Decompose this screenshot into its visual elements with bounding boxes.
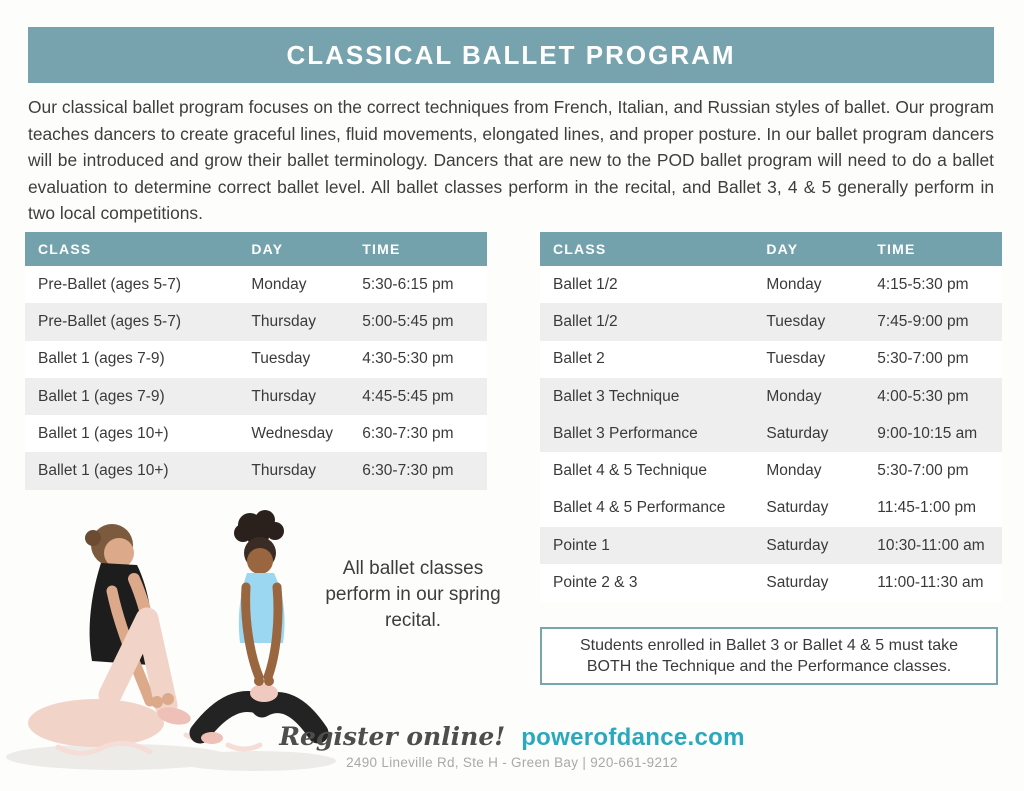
class-cell: Ballet 3 Technique <box>553 387 680 405</box>
day-cell: Monday <box>766 275 822 293</box>
time-cell: 10:30-11:00 am <box>877 536 985 554</box>
class-cell: Pointe 2 & 3 <box>553 574 638 592</box>
column-header-day: DAY <box>766 241 799 257</box>
note-box <box>540 627 998 685</box>
class-cell: Ballet 1 (ages 10+) <box>38 462 169 480</box>
class-cell: Pre-Ballet (ages 5-7) <box>38 275 182 293</box>
day-cell: Thursday <box>251 462 316 480</box>
table-row <box>540 527 1002 564</box>
table-row <box>540 415 1002 452</box>
time-cell: 11:00-11:30 am <box>877 574 984 592</box>
time-cell: 5:30-6:15 pm <box>362 275 454 293</box>
table-header-row <box>25 232 487 266</box>
day-cell: Tuesday <box>251 350 311 368</box>
day-cell: Thursday <box>251 387 316 405</box>
table-row <box>540 564 1002 601</box>
time-cell: 4:15-5:30 pm <box>877 275 969 293</box>
table-row <box>25 341 487 378</box>
class-cell: Ballet 2 <box>553 350 605 368</box>
time-cell: 5:30-7:00 pm <box>877 462 969 480</box>
class-cell: Pre-Ballet (ages 5-7) <box>38 312 182 330</box>
time-cell: 4:45-5:45 pm <box>362 387 454 405</box>
class-cell: Ballet 4 & 5 Performance <box>553 499 726 517</box>
table-row <box>540 341 1002 378</box>
day-cell: Monday <box>766 462 822 480</box>
table-row <box>540 378 1002 415</box>
table-row <box>540 266 1002 303</box>
class-cell: Pointe 1 <box>553 536 610 554</box>
table-row <box>540 452 1002 489</box>
footer-register-line <box>0 722 1024 752</box>
day-cell: Monday <box>766 387 822 405</box>
day-cell: Tuesday <box>766 350 826 368</box>
class-cell: Ballet 1/2 <box>553 312 618 330</box>
time-cell: 5:30-7:00 pm <box>877 350 969 368</box>
class-cell: Ballet 1 (ages 7-9) <box>38 350 165 368</box>
column-header-time: TIME <box>877 241 916 257</box>
column-header-time: TIME <box>362 241 401 257</box>
day-cell: Saturday <box>766 574 829 592</box>
time-cell: 5:00-5:45 pm <box>362 312 454 330</box>
time-cell: 6:30-7:30 pm <box>362 424 454 442</box>
day-cell: Tuesday <box>766 312 826 330</box>
table-row <box>540 303 1002 340</box>
time-cell: 6:30-7:30 pm <box>362 462 454 480</box>
class-cell: Ballet 1 (ages 10+) <box>38 424 169 442</box>
time-cell: 7:45-9:00 pm <box>877 312 969 330</box>
table-row <box>540 490 1002 527</box>
day-cell: Saturday <box>766 499 829 517</box>
table-row <box>25 378 487 415</box>
day-cell: Wednesday <box>251 424 333 442</box>
page-title: CLASSICAL BALLET PROGRAM <box>286 39 736 70</box>
table-row <box>25 266 487 303</box>
class-cell: Ballet 3 Performance <box>553 424 698 442</box>
day-cell: Thursday <box>251 312 316 330</box>
column-header-day: DAY <box>251 241 284 257</box>
website-link[interactable]: powerofdance.com <box>521 724 745 751</box>
day-cell: Saturday <box>766 424 829 442</box>
time-cell: 4:30-5:30 pm <box>362 350 454 368</box>
footer <box>0 722 1024 770</box>
address-line: 2490 Lineville Rd, Ste H - Green Bay | 920-661-9212 <box>346 755 678 770</box>
day-cell: Monday <box>251 275 307 293</box>
note-box-text: Students enrolled in Ballet 3 or Ballet 4 & 5 must take BOTH the Technique and the Performance classes. <box>580 637 958 675</box>
schedule-table-left <box>25 232 487 490</box>
register-online-text: Register online! <box>279 722 506 751</box>
class-cell: Ballet 1/2 <box>553 275 618 293</box>
intro-paragraph: Our classical ballet program focuses on the correct techniques from French, Italian, and Russian styles of ballet. Our program teaches dancers to create graceful lines, fluid movements, elongated lines, and proper posture. In our ballet program dancers will be introduced and grow their ballet terminology. Dancers that are new to the POD ballet program will need to do a ballet evaluation to determine correct ballet level. All ballet classes perform in the recital, and Ballet 3, 4 & 5 generally perform in two local competitions. <box>28 97 994 224</box>
table-row <box>25 415 487 452</box>
table-row <box>25 303 487 340</box>
schedule-table-right <box>540 232 1002 602</box>
time-cell: 11:45-1:00 pm <box>877 499 977 517</box>
time-cell: 4:00-5:30 pm <box>877 387 969 405</box>
class-cell: Ballet 1 (ages 7-9) <box>38 387 165 405</box>
column-header-class: CLASS <box>553 241 607 257</box>
day-cell: Saturday <box>766 536 829 554</box>
table-header-row <box>540 232 1002 266</box>
column-header-class: CLASS <box>38 241 92 257</box>
title-banner <box>28 27 994 83</box>
recital-note: All ballet classes perform in our spring recital. <box>325 558 501 631</box>
class-cell: Ballet 4 & 5 Technique <box>553 462 707 480</box>
time-cell: 9:00-10:15 am <box>877 424 978 442</box>
table-row <box>25 452 487 489</box>
